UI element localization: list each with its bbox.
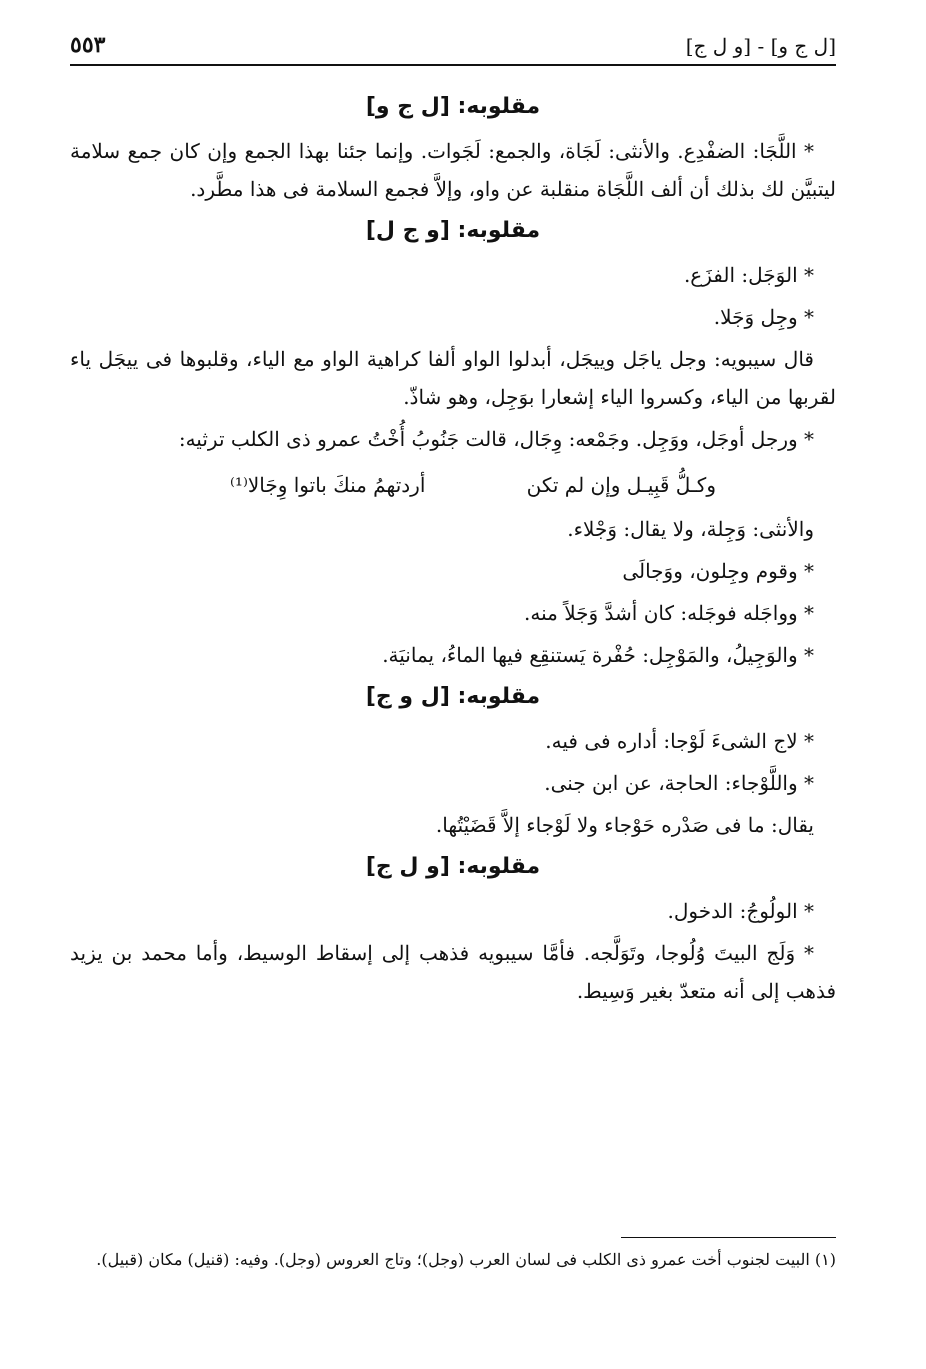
paragraph: * وجِل وَجَلا. <box>713 305 814 329</box>
paragraph: قال سيبويه: وجل ياجَل وييجَل، أبدلوا الواو ألفا كراهية الواو مع الياء، وقلبوها فى ييجَل ياء لقربها من الياء، وكسروا الياء إشعارا بوَجِل، وهو شاذّ. <box>70 347 836 409</box>
section-heading: مقلوبه: [و ج ل] <box>365 218 541 243</box>
verse-second-hemistich: أردتهمُ منكَ باتوا وِجَالا⁽¹⁾ <box>230 473 426 497</box>
section-heading: مقلوبه: [و ل ج] <box>365 854 541 879</box>
page-header <box>70 30 836 66</box>
footnote-divider <box>621 1237 836 1238</box>
footnote: (١) البيت لجنوب أخت عمرو ذى الكلب فى لسان العرب (وجل)؛ وتاج العروس (وجل). وفيه: (قنيل) مكان (قبيل). <box>96 1250 836 1269</box>
paragraph: والأنثى: وَجِلة، ولا يقال: وَجْلاء. <box>567 517 814 541</box>
paragraph: * وقوم وجِلون، ووَجالَى <box>622 559 814 583</box>
paragraph: * لاج الشىءَ لَوْجا: أداره فى فيه. <box>545 729 814 753</box>
paragraph: * واللَّوْجاء: الحاجة، عن ابن جنى. <box>544 771 814 795</box>
paragraph: * الولُوجُ: الدخول. <box>667 899 814 923</box>
paragraph: * والوَجِيلُ، والمَوْجِل: حُفْرة يَستنقِع فيها الماءُ، يمانيَة. <box>382 643 814 667</box>
paragraph: * وواجَله فوجَله: كان أشدَّ وَجَلاً منه. <box>524 601 814 625</box>
verse-first-hemistich: وكـلُّ قَبِيـل وإن لم تكن <box>526 473 716 497</box>
page-body <box>70 86 836 1014</box>
paragraph: * ورجل أوجَل، ووَجِل. وجَمْعه: وِجَال، قالت جَنُوبُ أُخْتُ عمرو ذى الكلب ترثيه: <box>178 427 814 451</box>
header-root-range: [ل ج و] - [و ل ج] <box>685 34 836 58</box>
poetry-verse <box>70 464 836 506</box>
paragraph: * الوَجَل: الفزَع. <box>683 263 814 287</box>
page-number: ٥٥٣ <box>70 32 106 58</box>
section-heading: مقلوبه: [ل و ج] <box>365 684 541 709</box>
paragraph: يقال: ما فى صَدْره حَوْجاء ولا لَوْجاء إلاَّ قَضَيْتُها. <box>435 813 814 837</box>
paragraph: * وَلَج البيتَ وُلُوجا، وتَوَلَّجه. فأمَّا سيبويه فذهب إلى إسقاط الوسيط، وأما محمد بن يزيد فذهب إلى أنه متعدّ بغير وَسِيط. <box>70 941 836 1003</box>
paragraph: * اللَّجَا: الضفْدِع. والأنثى: لَجَاة، والجمع: لَجَوات. وإنما جئنا بهذا الجمع وإن كان جمع سلامة ليتبيَّن لك بذلك أن ألف اللَّجَاة منقلبة عن واو، وإلاَّ فجمع السلامة فى هذا مطَّرد. <box>70 139 836 201</box>
section-heading: مقلوبه: [ل ج و] <box>365 94 541 119</box>
